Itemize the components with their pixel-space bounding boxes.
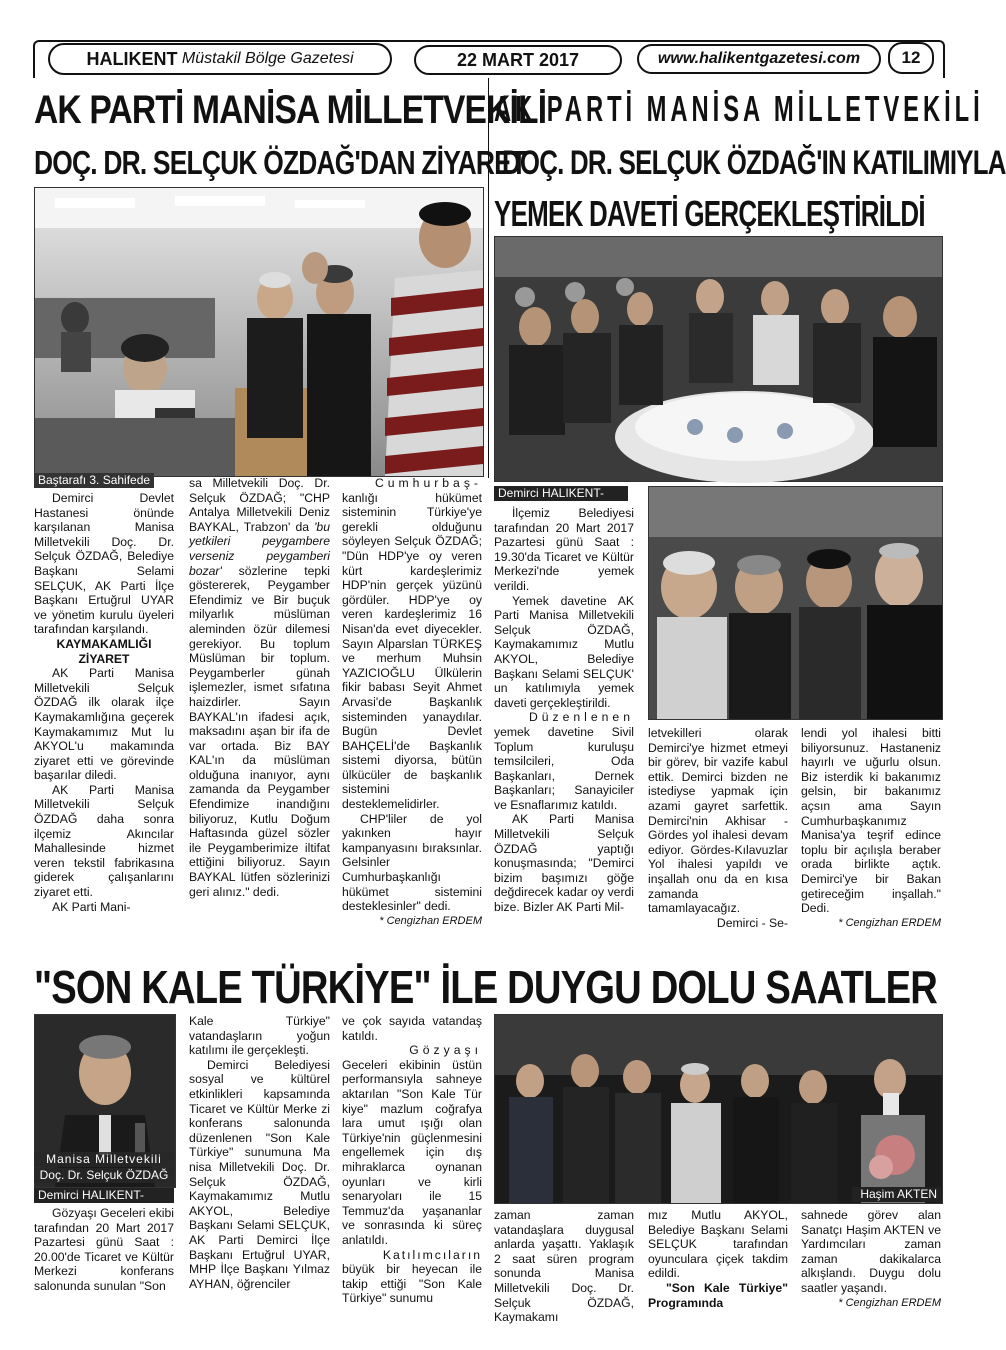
paragraph: zaman zaman vatandaşlara duygusal anlarda yaşattı. Yaklaşık 2 saat süren program sonunda Manisa Milletvekili Doç. Dr. Selçuk ÖZDAĞ, Kaymakamı [494,1208,634,1325]
subheading: KAYMAKAMLIĞI ZİYARET [56,636,152,666]
left-story-column-1 [34,491,174,953]
paragraph: mız Mutlu AKYOL, Belediye Başkanı Selami SELÇUK tarafından oyunculara çiçek takdim edildi. [648,1208,788,1281]
website-url[interactable]: www.halikentgazetesi.com [637,44,881,74]
paragraph: yemek davetine Sivil Toplum kuruluşu temsilcileri, Oda Başkanları, Dernek Başkanları; Sanayiciler ve Esnaflarımız katıldı. [494,724,634,812]
bottom-story-column-2 [189,1014,330,1316]
greeting-photo [648,486,943,720]
right-headline-1: AK PARTİ MANİSA MİLLETVEKİLİ [494,88,984,129]
right-story-column-3 [801,726,941,953]
bottom-story-column-1 [34,1206,174,1316]
byline: * Cengizhan ERDEM [838,916,941,929]
right-story-column-2 [648,726,788,953]
factory-visit-photo [34,187,484,477]
page-number: 12 [888,42,934,74]
paragraph: Gözyaşı [409,1043,482,1058]
paragraph: Demirci Devlet Hastanesi önünde karşılanan Manisa Milletvekili Doç. Dr. Selçuk ÖZDAĞ, Belediye Başkanı Selami SELÇUK, AK Parti İlçe Başkanı Ertuğrul UYAR ve yönetim kurulu üyeleri tarafından karşılandı. [34,491,174,637]
right-headline-3: YEMEK DAVETİ GERÇEKLEŞTİRİLDİ [494,193,925,234]
top-column-divider [488,78,489,478]
paragraph: kanlığı hükümet sisteminin Türkiye'ye gerekli olduğunu söyleyen Selçuk ÖZDAĞ; "Dün HDP'ye oy veren kürt kardeşlerimiz HDP'nin gerçek yüzünü gördüler. HDP'ye oy veren kardeşlerimiz 16 Nisan'da evet diyecekler. Sayın Alparslan TÜRKEŞ ve merhum Muhsin YAZICIOĞLU Ülkülerin fikir babası Seyit Ahmet Arvasi'de Başkanlık sisteminden yanaydılar. Bugün Devlet BAHÇELİ'de Başkanlık sistemi diyorsa, bütün ülkücüler de başkanlık sistemini desteklemelidirler. [342,490,482,812]
paragraph: Demirci - Se- [716,915,788,930]
bottom-headline: "SON KALE TÜRKİYE" İLE DUYGU DOLU SAATLER [34,961,937,1013]
paragraph: ve çok sayıda vatandaş katıldı. [342,1014,482,1043]
left-story-column-3 [342,476,482,953]
quote: 'bu yetkileri peygambere verseniz peygamberi bozar' [189,519,330,578]
bottom-story-column-4 [494,1208,634,1325]
portrait-caption-name: Manisa Milletvekili [34,1152,174,1167]
bottom-story-column-3 [342,1014,482,1316]
paragraph: letvekilleri olarak Demirci'ye hizmet etmeyi bir görev, bir vazife kabul ettik. Demirci bizden ne istediyse yapmak için azami gayret sarfettik. Demirci'nin Akhisar - Gördes yol ihalesi devam ediyor. Gördes-Kılavuzlar Yol ihalesi yapıldı ve inşallah onu da en kısa zamanda tamamlayacağız. [648,726,788,916]
paragraph: Cumhurbaş- [374,476,482,490]
left-headline-1: AK PARTİ MANİSA MİLLETVEKİLİ [34,88,547,132]
byline: * Cengizhan ERDEM [379,914,482,927]
paragraph: CHP'liler de yol yakınken hayır kampanyasını bıraksınlar. Gelsinler Cumhurbaşkanlığı hükümet sistemini desteklesinler" dedi. [342,811,482,914]
paragraph: Demirci Belediyesi sosyal ve kültürel etkinlikleri kapsamında Ticaret ve Kültür Merke zi konferans salonunda düzenlenen "Son Kale Türkiye" sunumuna Ma nisa Milletvekili Doç. Dr. Selçuk ÖZDAĞ, Kaymakamımız Mutlu AKYOL, Belediye Başkanı Selami SELÇUK, AK Parti Demirci İlçe Başkanı Ertuğrul UYAR, MHP İlçe Başkanı Yılmaz AYHAN, öğrenciler [189,1057,330,1291]
paragraph: Yemek davetine AK Parti Manisa Milletvekili Selçuk ÖZDAĞ, Kaymakamımız Mutlu AKYOL, Belediye Başkanı Selami SELÇUK' un katılımıyla yemek daveti gerçekleştirildi. [494,593,634,710]
paragraph: sa Milletvekili Doç. Dr. Selçuk ÖZDAĞ; "CHP Antalya Milletvekili Deniz BAYKAL, Trabzon' da [189,476,330,534]
portrait-caption-title: Doç. Dr. Selçuk ÖZDAĞ [34,1168,174,1183]
left-headline-2: DOÇ. DR. SELÇUK ÖZDAĞ'DAN ZİYARET [34,144,527,181]
paragraph: Geceleri ekibinin üstün performansıyla sahneye aktarılan "Son Kale Tür kiye" mazlum coğrafya lara umut ışığı olan Türkiye'nin güçlenmesini engellemek için dış mihraklarca oynanan oyunları ve kirli senaryoları ile 15 Temmuz'da yaşananlar ve sonrasında ki süreç anlatıldı. [342,1057,482,1247]
paragraph: AK Parti Manisa Milletvekili Selçuk ÖZDAĞ yaptığı konuşmasında; "Demirci bizim başımızı göğe değdirecek kadar oy verdi bize. Bizler AK Parti Mil- [494,812,634,915]
paragraph: AK Parti Mani- [52,899,131,914]
paragraph: AK Parti Manisa Milletvekili Selçuk ÖZDAĞ ilk olarak ilçe Kaymakamlığına geçerek Kaymakamımız Mut lu AKYOL'u makamında ziyaret etti ve görevinde başarılar diledi. [34,666,174,783]
paragraph: büyük bir heyecan ile takip ettiği "Son Kale Türkiye" sunumu [342,1262,482,1306]
paragraph: AK Parti Manisa Milletvekili Selçuk ÖZDAĞ daha sonra ilçemiz Akıncılar Mahallesinde hizmet veren tekstil fabrikasına giderek çalışanlarını ziyaret etti. [34,782,174,900]
bottom-story-column-6 [801,1208,941,1316]
right-headline-2: DOÇ. DR. SELÇUK ÖZDAĞ'IN KATILIMIYLA [502,144,1006,182]
paragraph: sahnede görev alan Sanatçı Haşim AKTEN ve Yardımcıları zaman zaman dakikalarca alkışlandı. Duygu dolu saatler yaşandı. [801,1208,941,1295]
bottom-story-column-5 [648,1208,788,1316]
paragraph: Kale Türkiye" vatandaşların yoğun katılımı ile gerçekleşti. [189,1014,330,1058]
paragraph: Gözyaşı Geceleri ekibi tarafından 20 Mart 2017 Pazartesi günü Saat : 20.00'de Ticaret ve Kültür Merkezi konferans salonunda sunulan "Son [34,1206,174,1293]
bottom-dateline-tag: Demirci HALIKENT- [34,1188,174,1203]
paragraph: Katılımcıların [382,1247,482,1262]
factory-visit-illustration [35,188,483,476]
stage-group-photo [494,1014,943,1204]
continued-from-tag: Baştarafı 3. Sahifede [34,473,154,488]
greeting-illustration [649,487,942,719]
issue-date: 22 MART 2017 [414,45,622,75]
paragraph: sözlerine tepki göstererek, Peygamber Efendimiz ve Bir buçuk milyarlık müslüman aleminden özür dilemesi gerekiyor. Bu toplum Müslüman bir toplum. Peygamberler günah işlemezler, ismet sıfatına haizdirler. Sayın BAYKAL'ın ifadesi açık, maksadını aşan bir ifa de var ortada. Biz BAY KAL'ın da müslüman olduğuna inanıyor, aynı zamanda da Peygamber Efendimize inandığını biliyoruz, Kutlu Doğum Haftasında güzel sözler ile Peygamberimize iltifat ettiğini biliyoruz. Sayın BAYKAL lütfen sözlerinizi geri alınız." dedi. [189,563,330,899]
paper-name: HALIKENT [86,48,178,69]
masthead-title [48,43,392,75]
paragraph: İlçemiz Belediyesi tarafından 20 Mart 2017 Pazartesi günü Saat : 19.30'da Ticaret ve Kültür Merkezi'nde yemek verildi. [494,506,634,593]
paragraph: lendi yol ihalesi bitti biliyorsunuz. Hastaneniz hayırlı ve uğurlu olsun. Biz isterdik ki bakanımız gelsin, bir bakanımız açsın ama Sayın Cumhurbaşkanımız Manisa'ya teşrif edince toplu bir açılışla beraber orada birlikte açtık. Demirci'ye bir Bakan getireceğim inşallah." Dedi. [801,726,941,916]
stage-group-illustration [495,1015,942,1203]
paper-subtitle: Müstakil Bölge Gazetesi [181,50,354,67]
dinner-event-illustration [495,237,942,481]
byline: * Cengizhan ERDEM [838,1296,941,1309]
left-story-column-2 [189,476,330,953]
right-story-column-1 [494,506,634,953]
paragraph: "Son Kale Türkiye" Programında [648,1280,788,1310]
paragraph: Düzenlenen [528,710,634,725]
dateline-tag: Demirci HALIKENT- [494,486,628,501]
dinner-event-photo [494,236,943,482]
photo-credit: Haşim AKTEN [852,1187,941,1202]
